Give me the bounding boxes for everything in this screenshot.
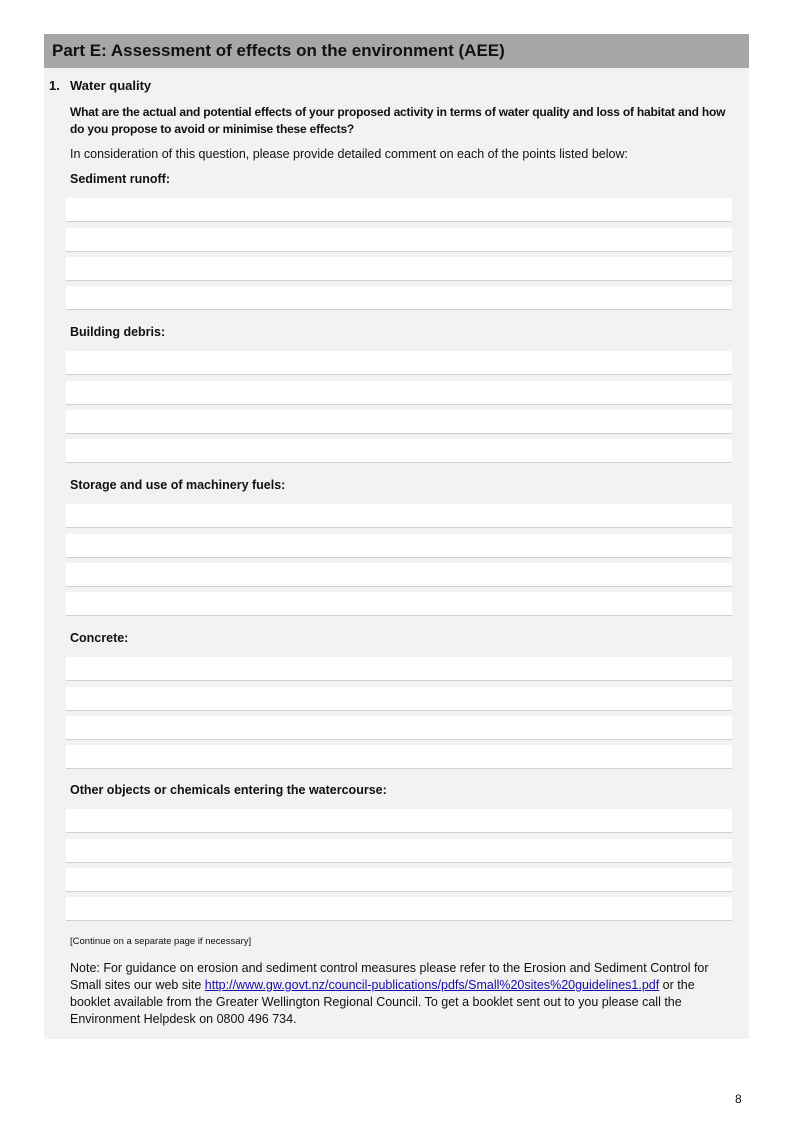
page-number: 8 [735,1092,742,1106]
section-number: 1. [49,78,60,93]
sediment-runoff-line-1[interactable] [66,198,732,222]
field-label-other-objects: Other objects or chemicals entering the watercourse: [70,783,387,797]
field-label-building-debris: Building debris: [70,325,166,339]
building-debris-line-4[interactable] [66,439,732,463]
field-label-concrete: Concrete: [70,631,129,645]
field-label-sediment-runoff: Sediment runoff: [70,172,170,186]
section-question: What are the actual and potential effects of your proposed activity in terms of water quality and loss of habitat and how do you propose to avoid or minimise these effects? [70,105,726,136]
other-objects-line-1[interactable] [66,809,732,833]
machinery-fuels-line-2[interactable] [66,534,732,558]
guidelines-link[interactable]: http://www.gw.govt.nz/council-publications/pdfs/Small%20sites%20guidelines1.pdf [204,978,660,992]
section-instruction: In consideration of this question, please provide detailed comment on each of the points listed below: [70,147,628,161]
building-debris-line-2[interactable] [66,381,732,405]
concrete-line-1[interactable] [66,657,732,681]
concrete-line-2[interactable] [66,687,732,711]
note-text-before: Note: For guidance on erosion and sediment control measures please refer to the Erosion and Sediment Control for Small sites our web site [70,961,709,992]
part-header [44,34,749,68]
concrete-line-3[interactable] [66,716,732,740]
building-debris-line-1[interactable] [66,351,732,375]
other-objects-line-4[interactable] [66,897,732,921]
section-title: Water quality [70,78,152,93]
sediment-runoff-line-4[interactable] [66,286,732,310]
machinery-fuels-line-1[interactable] [66,504,732,528]
continue-note: [Continue on a separate page if necessary] [70,936,252,947]
field-label-machinery-fuels: Storage and use of machinery fuels: [70,478,286,492]
other-objects-line-3[interactable] [66,868,732,892]
sediment-runoff-line-3[interactable] [66,257,732,281]
building-debris-line-3[interactable] [66,410,732,434]
other-objects-line-2[interactable] [66,839,732,863]
part-title: Part E: Assessment of effects on the environment (AEE) [52,41,505,60]
guidance-note [70,960,735,1028]
note-text-after: or the booklet available from the Greater Wellington Regional Council. To get a booklet sent out to you please call the Environment Helpdesk on 0800 496 734. [70,978,695,1026]
machinery-fuels-line-4[interactable] [66,592,732,616]
machinery-fuels-line-3[interactable] [66,563,732,587]
sediment-runoff-line-2[interactable] [66,228,732,252]
concrete-line-4[interactable] [66,745,732,769]
